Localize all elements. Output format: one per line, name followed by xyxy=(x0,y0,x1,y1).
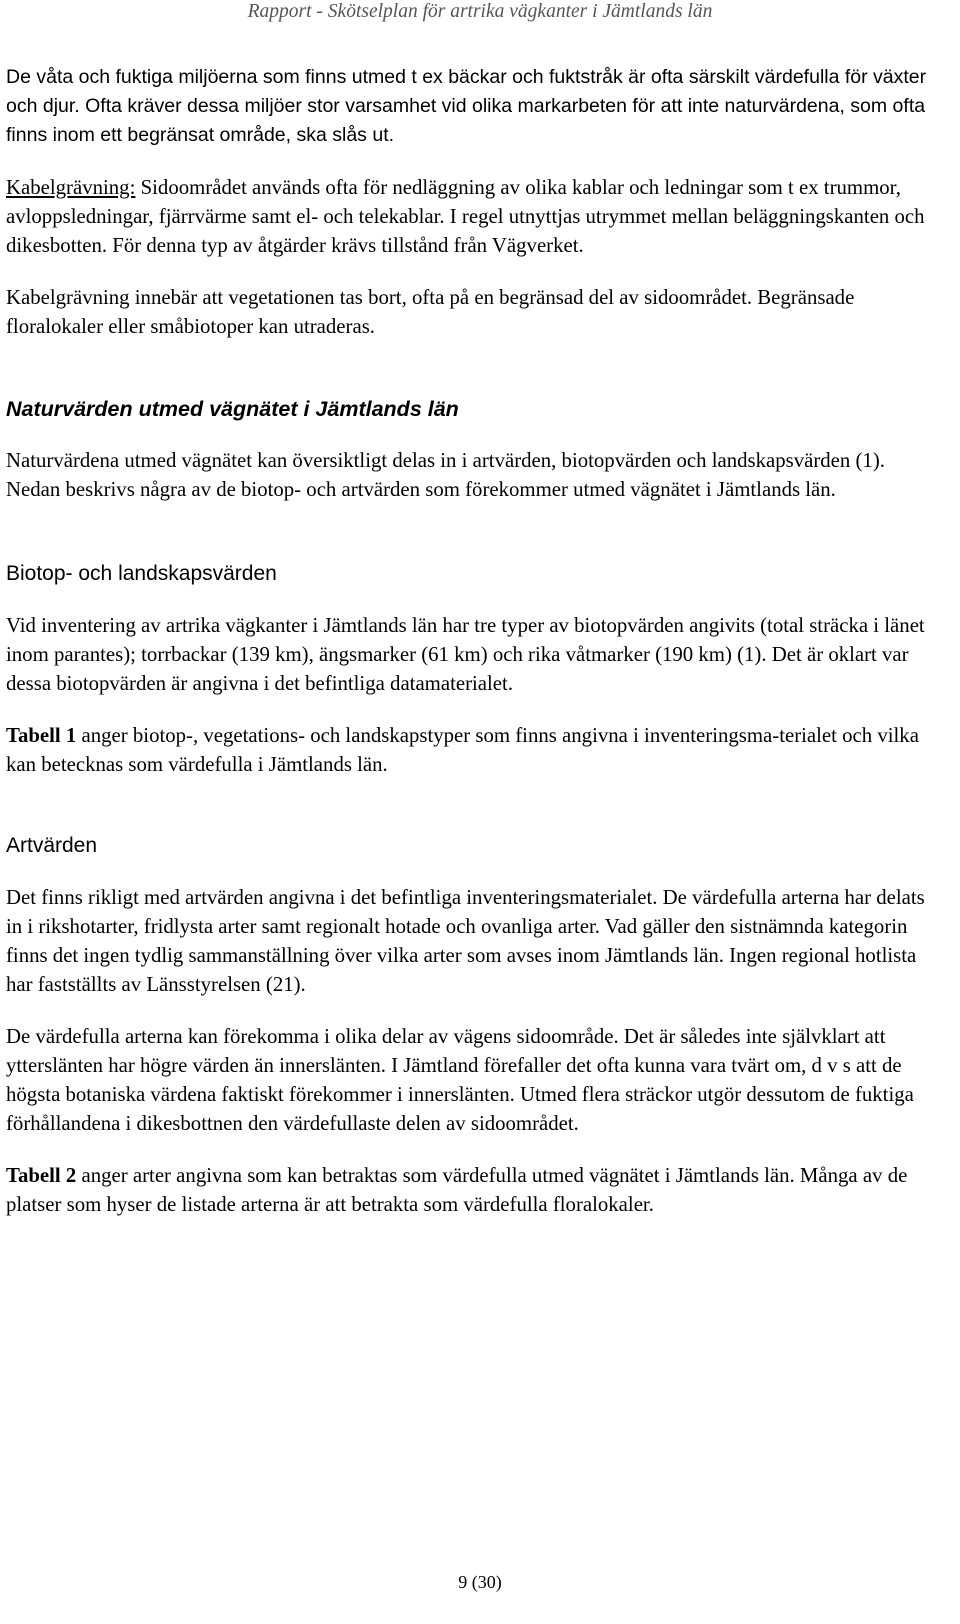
kabelgravning-text: Sidoområdet används ofta för nedläggning av olika kablar och ledningar som t ex trummor, avloppsledningar, fjärrvärme samt el- och telekablar. I regel utnyttjas utrymmet mellan beläggningskanten och dikesbotten. För denna typ av åtgärder krävs tillstånd från Vägverket. xyxy=(6,176,925,257)
heading-biotop-landskapsvarden: Biotop- och landskapsvärden xyxy=(6,562,277,585)
heading-naturvarden: Naturvärden utmed vägnätet i Jämtlands län xyxy=(6,397,459,421)
table-1-reference: Tabell 1 xyxy=(6,724,77,747)
paragraph-fuktiga-miljoer: De våta och fuktiga miljöerna som finns utmed t ex bäckar och fuktstråk är ofta särskilt värdefulla för växter och djur. Ofta kräver dessa miljöer stor varsamhet vid olika markarbeten för att inte naturvärdena, som ofta finns inom ett begränsat område, ska slås ut. xyxy=(6,66,927,146)
paragraph-kabelgravning-intro xyxy=(6,173,936,260)
tabell-1-text: anger biotop-, vegetations- och landskapstyper som finns angivna i inventeringsma-terialet och vilka kan betecknas som värdefulla i Jämtlands län. xyxy=(6,724,919,776)
heading-artvarden: Artvärden xyxy=(6,834,98,857)
paragraph-naturvarden: Naturvärdena utmed vägnätet kan översiktligt delas in i artvärden, biotopvärden och landskapsvärden (1). Nedan beskrivs några av de biotop- och artvärden som förekommer utmed vägnätet i Jämtlands län. xyxy=(6,449,885,501)
paragraph-kabelgravning-effects: Kabelgrävning innebär att vegetationen tas bort, ofta på en begränsad del av sidoområdet. Begränsade floralokaler eller småbiotoper kan utraderas. xyxy=(6,286,855,338)
paragraph-artvarden-1: Det finns rikligt med artvärden angivna i det befintliga inventeringsmaterialet. De värdefulla arterna har delats in i rikshotarter, fridlysta arter samt regionalt hotade och ovanliga arter. Vad gäller den sistnämnda kategorin finns det ingen tydlig sammanställning över vilka arter som avses inom Jämtlands län. Ingen regional hotlista har fastställts av Länsstyrelsen (21). xyxy=(6,886,925,996)
table-2-reference: Tabell 2 xyxy=(6,1164,77,1187)
running-header xyxy=(0,0,960,30)
paragraph-inventering: Vid inventering av artrika vägkanter i Jämtlands län har tre typer av biotopvärden angivits (total sträcka i länet inom parantes); torrbackar (139 km), ängsmarker (61 km) och rika våtmarker (190 km) (1). Det är oklart var dessa biotopvärden är angivna i det befintliga datamaterialet. xyxy=(6,614,925,695)
tabell-2-text: anger arter angivna som kan betraktas som värdefulla utmed vägnätet i Jämtlands län. Många av de platser som hyser de listade arterna är att betrakta som värdefulla floralokaler. xyxy=(6,1164,908,1216)
report-title: Rapport - Skötselplan för artrika vägkanter i Jämtlands län xyxy=(247,1,713,22)
paragraph-tabell-2 xyxy=(6,1161,936,1219)
page-content xyxy=(6,63,936,1219)
term-kabelgravning: Kabelgrävning: xyxy=(6,176,136,199)
page-number: 9 (30) xyxy=(458,1572,502,1592)
paragraph-tabell-1 xyxy=(6,721,936,779)
paragraph-artvarden-2: De värdefulla arterna kan förekomma i olika delar av vägens sidoområde. Det är således inte självklart att ytterslänten har högre värden än innerslänten. I Jämtland förefaller det ofta kunna vara tvärt om, d v s att de högsta botaniska värdena faktiskt förekommer i innerslänten. Utmed flera sträckor utgör dessutom de fuktiga förhållandena i dikesbottnen den värdefullaste delen av sidoområdet. xyxy=(6,1025,914,1135)
